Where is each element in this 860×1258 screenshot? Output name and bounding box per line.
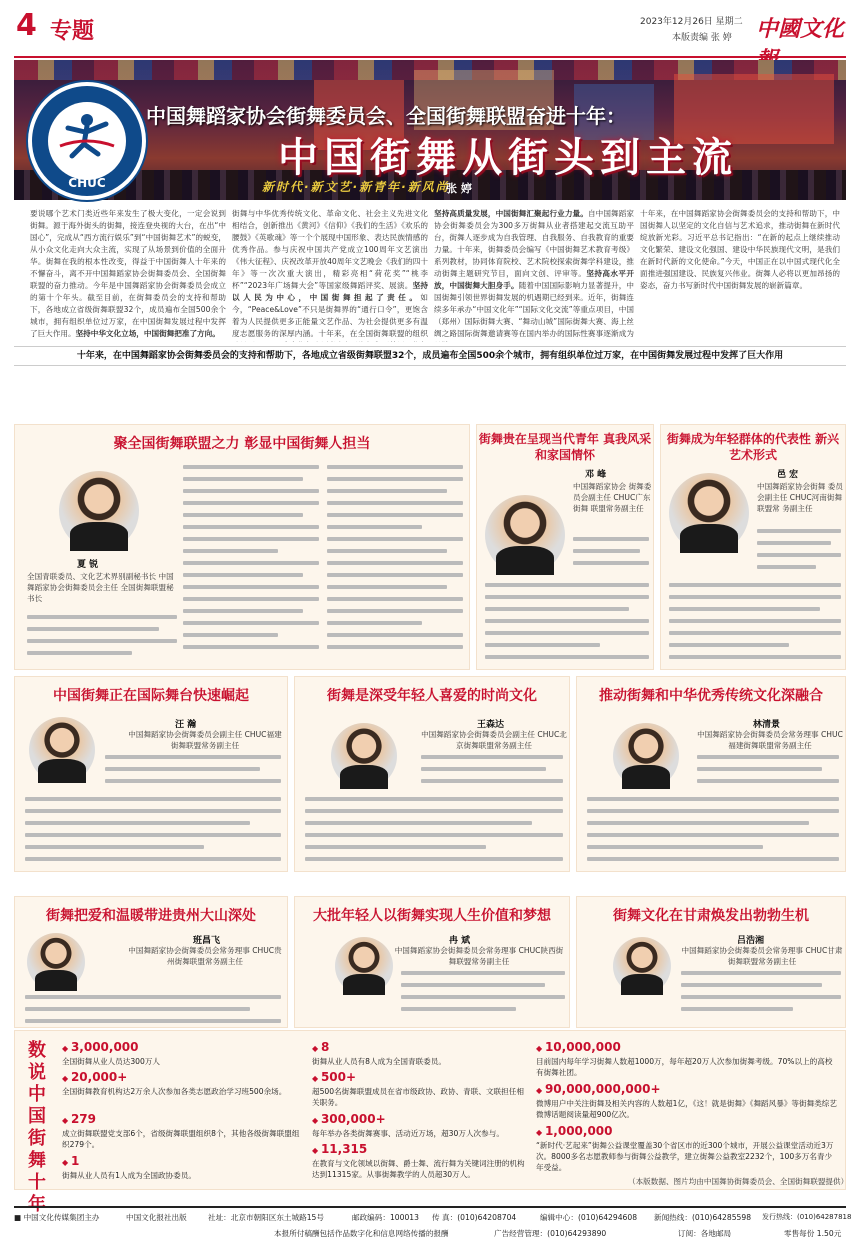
issue-date: 2023年12月26日 星期二 [640,17,743,27]
intro-column-3: 坚持高质量发展，中国街舞汇聚起行业力量。自中国舞蹈家协会街舞委员会为300多万街舞从业者搭建起交流互助平台，街舞人逐步成为自我管理、自我服务、自我教育的重要力量。十年来，街舞委员会编写《中国街舞艺术教育考级》系列教材，协同体育院校、艺术院校探索街舞学科建设，推动街舞主题研究节目，面向文创、评审等。坚持高水平开放，中国街舞大胆身手。随着中国国际影响力显著提升，中国街舞引领世界街舞发展的机遇期已经到来。近年，街舞连续多年承办“中国文化年”“国际文化交流”等重点项目，中国（郑州）国际街舞大赛、“舞动山城”国际街舞大赛、海上丝绸之路国际街舞邀请赛等在国内举办的国际性赛事逐渐成为 [434,209,634,338]
card-title: 大批年轻人以街舞实现人生价值和梦想 [313,908,551,924]
card-title: 推动街舞和中华优秀传统文化深融合 [599,688,823,704]
page-number: 4 [16,8,37,43]
article-text [183,465,319,665]
article-text [681,971,841,1025]
person-name: 邓 峰 [585,470,607,480]
article-text [305,797,563,867]
card-ran-bin [294,896,570,1028]
page-header [14,6,846,58]
article-text [421,755,563,795]
footer-copyright-note: 本报所付稿酬包括作品数字化和信息网络传播的报酬 [274,1229,449,1238]
portrait-photo [613,937,671,995]
card-title: 街舞贵在呈现当代青年 真我风采和家国情怀 [478,432,652,462]
footer-advertising: 广告经营管理：(010)64293890 [494,1229,607,1238]
portrait-photo [29,717,95,783]
portrait-photo [669,473,749,553]
person-role: 中国舞蹈家协会街舞委员会常务理事 CHUC贵州街舞联盟常务副主任 [128,946,282,966]
article-text [105,755,281,795]
portrait-photo [613,723,679,789]
article-text [25,995,281,1025]
portrait-photo [335,937,393,995]
stat-item: ◆ 8 街舞从业人员有8人成为全国青联委员。 [312,1040,528,1067]
person-name: 班昌飞 [193,936,221,946]
portrait-photo [485,495,565,575]
article-text [401,971,565,1025]
portrait-photo [59,471,139,551]
card-yi-hong [660,424,846,670]
footer-publisher: ■ 中国文化传媒集团主办 [14,1213,100,1222]
article-text [669,583,841,667]
person-role: 中国舞蹈家协会 街舞委员会副主任 CHUC广东街舞 联盟常务副主任 [573,482,652,513]
stat-item: ◆ 90,000,000,000+ 微博用户中关注街舞及相关内容的人数超1亿，《这！就是街舞》《舞蹈风暴》等街舞类综艺微博话题阅读量超900亿次。 [536,1082,838,1120]
newspaper-logo: 中國文化 [756,16,845,42]
person-name: 邑 宏 [777,470,799,480]
card-wang-senda [294,676,570,872]
stat-item: ◆ 11,315 在教育与文化领域以街舞、爵士舞、流行舞为关键词注册的机构达到11315家。从事街舞教学的人员超30万人。 [312,1142,528,1180]
person-role: 中国舞蹈家协会街舞委员会副主任 CHUC北京街舞联盟常务副主任 [421,730,567,750]
stat-item: ◆ 300,000+ 每年举办各类街舞赛事、活动近万场，超30万人次参与。 [312,1112,528,1139]
article-text [697,755,839,795]
footer-address: 社址：北京市朝阳区东土城路15号 [208,1213,324,1222]
article-text [25,797,281,867]
card-title: 街舞把爱和温暖带进贵州大山深处 [46,908,256,924]
portrait-photo [27,933,85,991]
card-deng-feng [476,424,654,670]
footer-distribution: 发行热线：(010)64287818 [762,1213,852,1221]
highlight-line: 十年来，在中国舞蹈家协会街舞委员会的支持和帮助下，各地成立省级街舞联盟32个，成员遍布全国500余个城市，拥有组织单位过万家，在中国街舞发展过程中发挥了巨大作用 [14,346,846,366]
person-role: 中国舞蹈家协会街舞委员会常务理事 CHUC福建街舞联盟常务副主任 [697,730,843,750]
person-role: 中国舞蹈家协会街舞 委员会副主任 CHUC河南街舞联盟常 务副主任 [757,482,843,513]
dancer-icon [54,106,120,172]
intro-column-1: 要说哪个艺术门类近些年来发生了极大变化，一定会说到街舞。源于海外街头的街舞，接连登央视的大台，在出“中国心”，完成从“西方流行娱乐”到“中国街舞艺术”的蜕变，从小众文化走向大众主流，实现了从场景到价值的全面升华。街舞在我的根本性改变，得益于中国街舞人十年来的不懈奋斗，离不开中国舞蹈家协会街舞委员会、全国街舞联盟的奋力推动。今年是中国舞蹈家协会街舞委员会成立的第十个年头。截至目前，在街舞委员会的支持和帮助下，各地成立省级街舞联盟32个，成员遍布全国500余个城市，拥有组织单位过万家，在中国街舞发展过程中发挥了巨大作用。坚持中华文化立场，中国街舞把准了方向。 [30,209,226,338]
person-name: 汪 瀚 [175,720,197,730]
stat-item: ◆ 279 成立街舞联盟党支部6个，省级街舞联盟组织8个，其他各级街舞联盟组织279个。 [62,1112,306,1150]
stat-item: ◆ 1,000,000 “新时代·艺起来”街舞公益课堂覆盖30个省区市的近300个城市，开展公益课堂活动近3万次。8000多名志愿教师参与街舞公益教学，建立街舞公益教室2232个，100多万名青少年受益。 [536,1124,838,1173]
article-text [757,529,841,577]
article-text [327,465,463,665]
article-text [27,615,177,665]
banner-slogan: 新时代·新文艺·新青年·新风尚 [262,180,450,194]
card-lv-haoxiang [576,896,846,1028]
chuc-badge-logo [28,82,146,200]
person-role: 全国青联委员、文化艺术界别副秘书长 中国舞蹈家协会街舞委员会主任 全国街舞联盟秘书长 [27,572,174,603]
person-name: 吕浩湘 [737,936,765,946]
stat-item: ◆ 20,000+ 全国街舞教育机构达2万余人次参加各类志愿政治学习班500余场。 [62,1070,306,1097]
card-title: 街舞成为年轻群体的代表性 新兴艺术形式 [666,432,840,462]
intro-column-4: 十年来，在中国舞蹈家协会街舞委员会的支持和帮助下，中国街舞人以坚定的文化自信与艺术追求，推动街舞在新时代绽放新光彩。习近平总书记指出：“在新的起点上继续推动文化繁荣、建设文化强国、建设中华民族现代文明，是我们在新时代新的文化使命。”今天，中国正在以中国式现代化全面推进强国建设、民族复兴伟业。街舞人必将以更加昂扬的姿态，奋力书写新时代中国街舞发展的崭新篇章。 [640,209,840,290]
article-text [573,537,649,577]
badge-acronym: CHUC [68,176,106,190]
card-title: 聚全国街舞联盟之力 彰显中国街舞人担当 [113,436,371,452]
intro-column-2: 街舞与中华优秀传统文化、革命文化、社会主义先进文化相结合，创新推出《黄河》《信仰》《我们的生活》《欢乐的腰鼓》《英歌魂》等一个个展现中国形象、表达民族情感的优秀作品。参与庆祝中国共产党成立100周年文艺演出《伟大征程》、庆祝改革开放40周年文艺晚会《我们的四十年》等一次次重大演出，精彩亮相“荷花奖”“桃李杯”“2023年广场舞大会”等国家级舞蹈评奖、展演。坚持以人民为中心，中国街舞担起了责任。如今，“Peace&Love”不只是街舞界的“通行口令”，更饱含着为人民提供更多正能量文艺作品、为社会提供更多有温度志愿服务的深厚内涵。十年来，在全国街舞联盟的组织 [232,209,428,338]
footer-editorial: 编辑中心：(010)64294608 [540,1213,638,1222]
stat-item: ◆ 1 街舞从业人员有1人成为全国政协委员。 [62,1154,306,1181]
footer-postcode: 邮政编码：100013 [352,1213,419,1222]
person-role: 中国舞蹈家协会街舞委员会常务理事 CHUC陕西街舞联盟常务副主任 [394,946,564,966]
card-title: 中国街舞正在国际舞台快速崛起 [53,688,249,704]
footer-news-hotline: 新闻热线：(010)64285598 [654,1213,752,1222]
footer-fax: 传 真：(010)64208704 [432,1213,517,1222]
card-lin-qingjing [576,676,846,872]
stat-item: ◆ 500+ 超500名街舞联盟成员在省市级政协、政协、青联、文联担任相关职务。 [312,1070,528,1108]
card-title: 街舞文化在甘肃焕发出勃勃生机 [613,908,809,924]
data-source-note: （本版数据、图片均由中国舞协街舞委员会、全国街舞联盟提供） [628,1177,849,1186]
card-xia-rui [14,424,470,670]
person-name: 夏 锐 [77,560,99,570]
main-headline: 中国街舞从街头到主流 [278,134,738,181]
section-name: 专题 [50,19,95,44]
footer-subscription: 订阅：各地邮局 [678,1229,732,1238]
byline: 张 婷 [446,182,472,195]
person-role: 中国舞蹈家协会街舞委员会副主任 CHUC福建街舞联盟常务副主任 [128,730,282,750]
person-name: 王森达 [477,720,505,730]
portrait-photo [331,723,397,789]
card-ban-changfei [14,896,288,1028]
article-text [485,583,649,667]
person-role: 中国舞蹈家协会街舞委员会常务理事 CHUC甘肃街舞联盟常务副主任 [681,946,843,966]
stat-item: ◆ 10,000,000 目前国内每年学习街舞人数超1000万，每年超20万人次参加街舞考级。70%以上的高校有街舞社团。 [536,1040,838,1078]
person-name: 冉 斌 [449,936,471,946]
headline-kicker: 中国舞蹈家协会街舞委员会、全国街舞联盟奋进十年： [146,104,626,128]
card-title: 街舞是深受年轻人喜爱的时尚文化 [327,688,537,704]
person-name: 林清景 [753,720,781,730]
footer-price: 零售每份 1.50元 [784,1229,842,1238]
statistics-label: 数说中国街舞十年 [28,1040,46,1215]
stat-item: ◆ 3,000,000 全国街舞从业人员达300万人 [62,1040,306,1067]
card-wang-han [14,676,288,872]
footer-press: 中国文化报社出版 [126,1213,187,1222]
page-footer [14,1206,852,1252]
editor-credit: 本版责编 张 婷 [672,33,732,43]
article-text [587,797,839,867]
